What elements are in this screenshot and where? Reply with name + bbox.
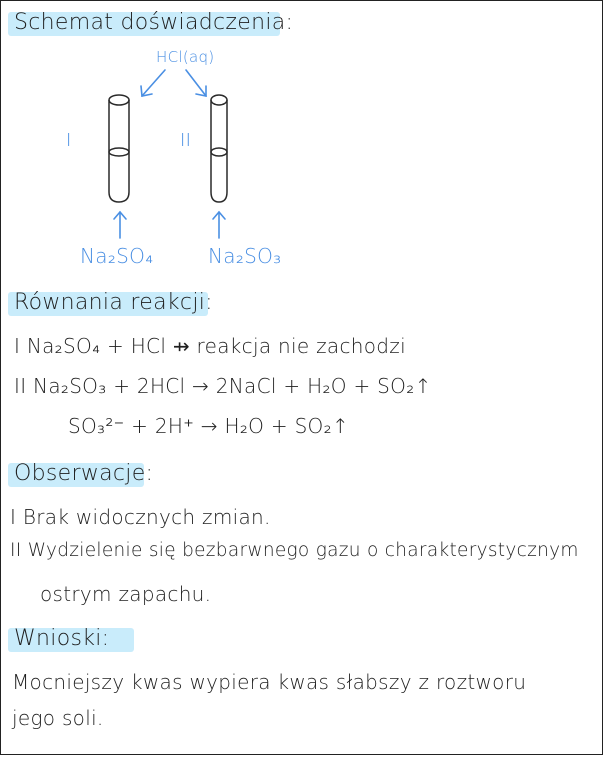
equation-line-1: I Na₂SO₄ + HCl ⇸ reakcja nie zachodzi bbox=[14, 334, 406, 358]
conclusion-line-1: Mocniejszy kwas wypiera kwas słabszy z roztworu bbox=[12, 670, 527, 694]
test-tube-1-icon bbox=[109, 95, 129, 202]
arrow-up-tube-2-icon bbox=[213, 212, 225, 238]
observation-line-1: I Brak widocznych zmian. bbox=[10, 505, 271, 529]
arrow-to-tube-2-icon bbox=[186, 70, 206, 96]
test-tube-2-icon bbox=[211, 95, 227, 202]
arrow-up-tube-1-icon bbox=[114, 212, 126, 238]
observations-heading: Obserwacje: bbox=[14, 461, 154, 486]
equation-line-2: II Na₂SO₃ + 2HCl → 2NaCl + H₂O + SO₂↑ bbox=[14, 374, 432, 398]
tube-2-substance: Na₂SO₃ bbox=[208, 244, 282, 268]
reagent-label: HCl(aq) bbox=[156, 48, 215, 66]
conclusions-heading: Wnioski: bbox=[14, 626, 110, 651]
conclusion-line-2: jego soli. bbox=[12, 706, 104, 730]
equation-line-3: SO₃²⁻ + 2H⁺ → H₂O + SO₂↑ bbox=[68, 414, 349, 438]
tube-2-label: II bbox=[180, 130, 192, 151]
tube-1-label: I bbox=[66, 130, 72, 151]
arrow-to-tube-1-icon bbox=[141, 70, 165, 96]
equations-heading: Równania reakcji: bbox=[14, 290, 213, 315]
tube-1-substance: Na₂SO₄ bbox=[80, 244, 154, 268]
scheme-heading: Schemat doświadczenia: bbox=[14, 10, 294, 35]
observation-line-3: ostrym zapachu. bbox=[40, 582, 212, 606]
observation-line-2: II Wydzielenie się bezbarwnego gazu o charakterystycznym bbox=[10, 540, 579, 561]
